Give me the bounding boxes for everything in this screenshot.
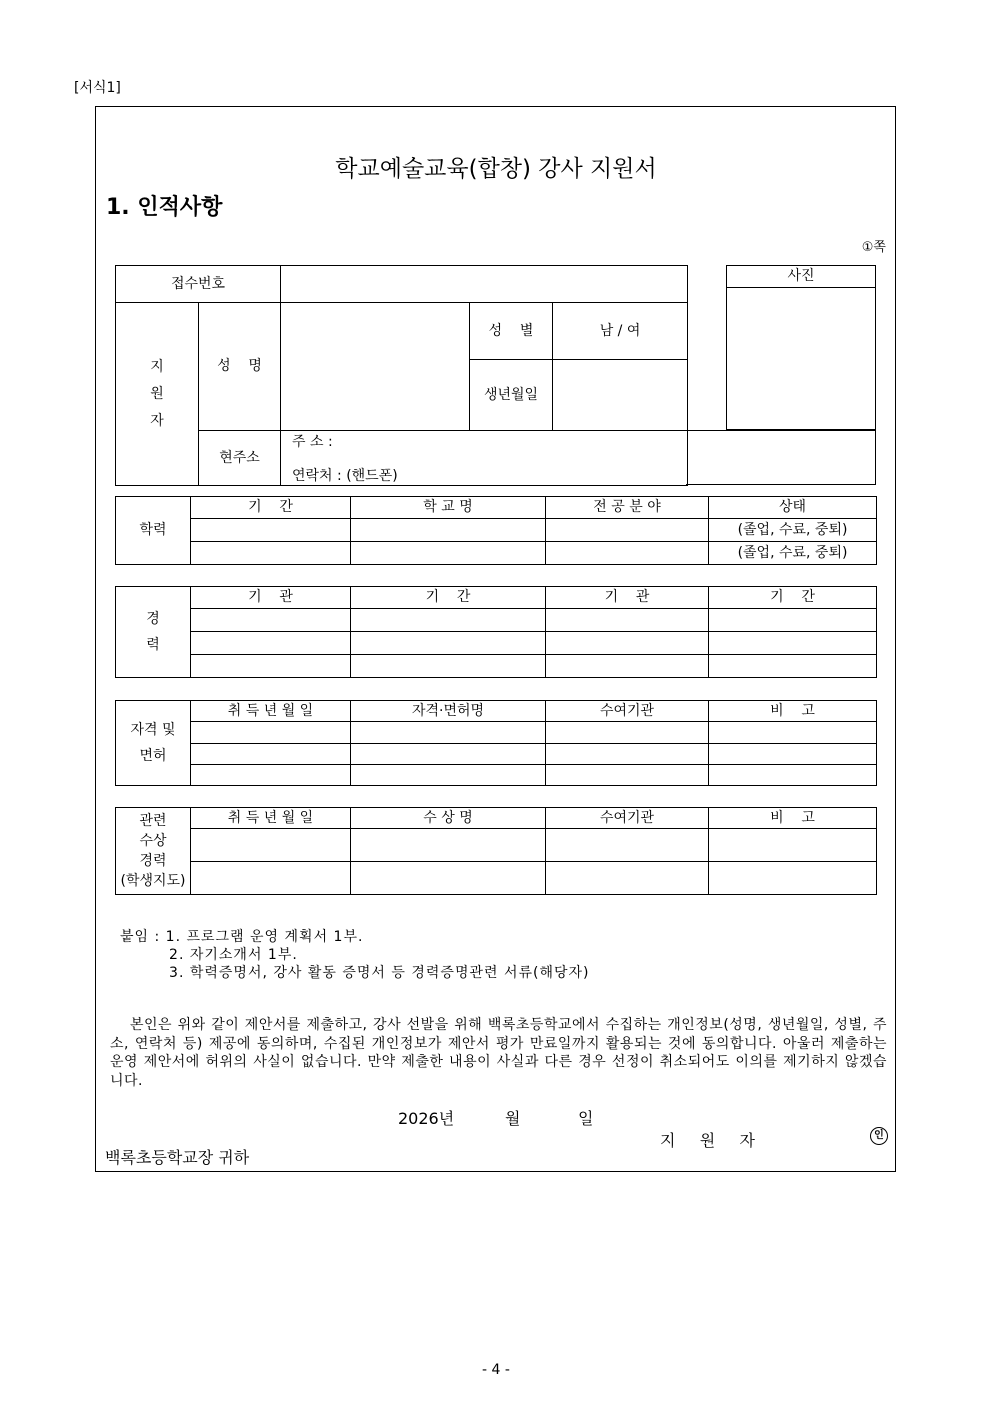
table-cell[interactable] [709, 829, 877, 862]
table-cell[interactable] [351, 744, 546, 765]
col-header: 기 관 [546, 587, 709, 609]
table-cell[interactable] [709, 862, 877, 895]
col-header: 수 상 명 [351, 808, 546, 829]
table-cell[interactable] [546, 765, 709, 786]
col-header: 학 교 명 [351, 497, 546, 519]
col-header: 기 관 [191, 587, 351, 609]
license-table [115, 700, 877, 786]
table-cell[interactable] [709, 744, 877, 765]
applicant-label: 지 원 자 [116, 303, 199, 486]
col-header: 전 공 분 야 [546, 497, 709, 519]
table-cell[interactable] [546, 542, 709, 565]
table-cell[interactable] [546, 519, 709, 542]
table-cell[interactable] [709, 722, 877, 744]
table-cell[interactable] [709, 632, 877, 655]
receipt-number-field[interactable] [281, 266, 688, 303]
attachment-item: 3. 학력증명서, 강사 활동 증명서 등 경력증명관련 서류(해당자) [120, 965, 590, 981]
table-cell[interactable] [546, 722, 709, 744]
birth-date-label: 생년월일 [470, 360, 553, 431]
personal-info-table [115, 265, 688, 486]
table-cell[interactable] [191, 829, 351, 862]
table-cell[interactable] [351, 829, 546, 862]
table-cell[interactable] [709, 655, 877, 678]
date-month: 월 [505, 1109, 521, 1128]
contact-text: 연락처 : (핸드폰) [292, 468, 398, 484]
col-header: 수여기관 [546, 701, 709, 722]
table-cell[interactable] [191, 765, 351, 786]
section-heading: 1. 인적사항 [106, 195, 223, 220]
table-cell[interactable] [709, 765, 877, 786]
awards-table [115, 807, 877, 895]
table-cell[interactable] [351, 542, 546, 565]
attachment-item: 붙임 : 1. 프로그램 운영 계획서 1부. [120, 929, 364, 945]
col-header: 취 득 년 월 일 [191, 701, 351, 722]
table-cell[interactable] [351, 519, 546, 542]
consent-statement: 본인은 위와 같이 제안서를 제출하고, 강사 선발을 위해 백록초등학교에서 수집하는 개인정보(성명, 생년월일, 성별, 주소, 연락처 등) 제공에 동의하며, 수집된 개인정보가 제안서 평가 만료일까지 활용되는 것에 동의합니다. 아울러 제출하는 운영 제안서에 허위의 사실이 없습니다. 만약 제출한 내용이 사실과 다른 경우 선정이 취소되어도 이의를 제기하지 않겠습니다. [110, 1017, 887, 1089]
table-cell[interactable] [191, 609, 351, 632]
page-mark: ①쪽 [861, 240, 886, 255]
table-cell[interactable] [191, 542, 351, 565]
address-label: 현주소 [199, 431, 281, 486]
career-label: 경 력 [116, 587, 191, 678]
table-cell[interactable] [351, 765, 546, 786]
birth-date-field[interactable] [553, 360, 688, 431]
table-cell[interactable] [709, 609, 877, 632]
page-number: - 4 - [482, 1362, 510, 1378]
col-header: 기 간 [351, 587, 546, 609]
col-header: 자격·면허명 [351, 701, 546, 722]
table-cell[interactable] [351, 655, 546, 678]
table-cell[interactable] [351, 862, 546, 895]
gender-label: 성 별 [470, 303, 553, 360]
status-cell[interactable]: (졸업, 수료, 중퇴) [709, 519, 877, 542]
col-header: 수여기관 [546, 808, 709, 829]
table-cell[interactable] [546, 862, 709, 895]
table-cell[interactable] [191, 744, 351, 765]
seal-mark[interactable]: 인 [870, 1127, 888, 1145]
table-cell[interactable] [546, 632, 709, 655]
photo-label: 사진 [727, 266, 875, 288]
attachments-list [120, 928, 590, 982]
table-cell[interactable] [546, 655, 709, 678]
license-label: 자격 및 면허 [116, 701, 191, 786]
status-cell[interactable]: (졸업, 수료, 중퇴) [709, 542, 877, 565]
table-cell[interactable] [191, 722, 351, 744]
table-cell[interactable] [546, 829, 709, 862]
gender-field[interactable]: 남 / 여 [553, 303, 688, 360]
table-cell[interactable] [546, 744, 709, 765]
table-cell[interactable] [351, 609, 546, 632]
col-header: 기 간 [709, 587, 877, 609]
form-number-label: [서식1] [74, 80, 121, 96]
page-title: 학교예술교육(합창) 강사 지원서 [335, 156, 657, 182]
table-cell[interactable] [191, 519, 351, 542]
receipt-number-label: 접수번호 [116, 266, 281, 303]
table-cell[interactable] [351, 722, 546, 744]
photo-box[interactable] [726, 265, 876, 430]
education-table [115, 496, 877, 565]
address-text: 주 소 : [292, 434, 333, 450]
col-header: 상태 [709, 497, 877, 519]
col-header: 비 고 [709, 808, 877, 829]
date-year: 2026년 [398, 1109, 455, 1128]
table-cell[interactable] [191, 632, 351, 655]
addressee: 백록초등학교장 귀하 [105, 1148, 250, 1167]
col-header: 비 고 [709, 701, 877, 722]
table-cell[interactable] [191, 655, 351, 678]
attachment-item: 2. 자기소개서 1부. [120, 947, 298, 963]
date-day: 일 [578, 1109, 594, 1128]
awards-label: 관련 수상 경력 (학생지도) [116, 808, 191, 895]
address-row-extension [686, 430, 876, 485]
career-table [115, 586, 877, 678]
table-cell[interactable] [351, 632, 546, 655]
name-label: 성 명 [199, 303, 281, 431]
col-header: 기 간 [191, 497, 351, 519]
education-label: 학력 [116, 497, 191, 565]
applicant-signature-label: 지 원 자 [660, 1131, 765, 1150]
table-cell[interactable] [546, 609, 709, 632]
table-cell[interactable] [191, 862, 351, 895]
name-field[interactable] [281, 303, 470, 431]
col-header: 취 득 년 월 일 [191, 808, 351, 829]
